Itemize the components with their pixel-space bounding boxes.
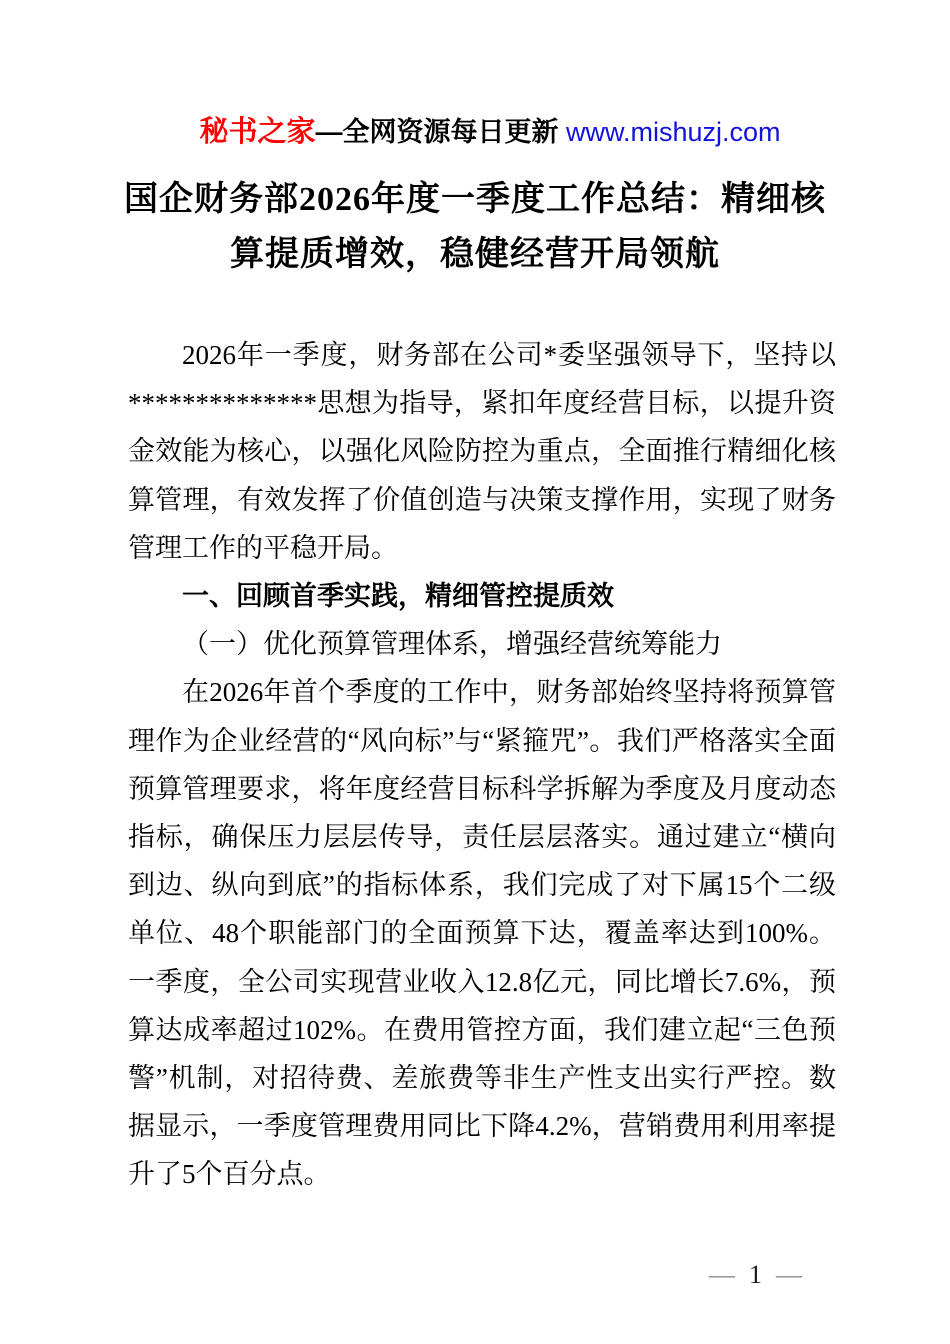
page-footer <box>683 1230 802 1320</box>
site-tagline-text: —全网资源每日更新 <box>315 117 566 147</box>
section-heading-level1: 一、回顾首季实践，精细管控提质效 <box>182 581 614 612</box>
page-number: 1 <box>749 1260 762 1289</box>
footer-dash-left: — <box>709 1260 735 1289</box>
footer-dash-right: — <box>776 1260 802 1289</box>
site-banner <box>0 84 950 180</box>
paragraph-intro: 2026年一季度，财务部在公司*委坚强领导下，坚持以**************思想为指导，紧扣年度经营目标，以提升资金效能为核心，以强化风险防控为重点，全面推行精细化核算管理，有效发挥了价值创造与决策支撑作用，实现了财务管理工作的平稳开局。 <box>128 340 836 563</box>
site-url-link[interactable]: www.mishuzj.com <box>566 117 781 147</box>
document-body <box>128 331 836 1199</box>
site-brand-text: 秘书之家 <box>199 116 316 148</box>
document-title: 国企财务部2026年度一季度工作总结：精细核算提质增效，稳健经营开局领航 <box>124 181 826 273</box>
paragraph-budget-management: 在2026年首个季度的工作中，财务部始终坚持将预算管理作为企业经营的“风向标”与“紧箍咒”。我们严格落实全面预算管理要求，将年度经营目标科学拆解为季度及月度动态指标，确保压力层层传导，责任层层落实。通过建立“横向到边、纵向到底”的指标体系，我们完成了对下属15个二级单位、48个职能部门的全面预算下达，覆盖率达到100%。一季度，全公司实现营业收入12.8亿元，同比增长7.6%，预算达成率超过102%。在费用管控方面，我们建立起“三色预警”机制，对招待费、差旅费等非生产性支出实行严控。数据显示，一季度管理费用同比下降4.2%，营销费用利用率提升了5个百分点。 <box>128 677 836 1190</box>
section-heading-level2: （一）优化预算管理体系，增强经营统筹能力 <box>182 629 722 660</box>
